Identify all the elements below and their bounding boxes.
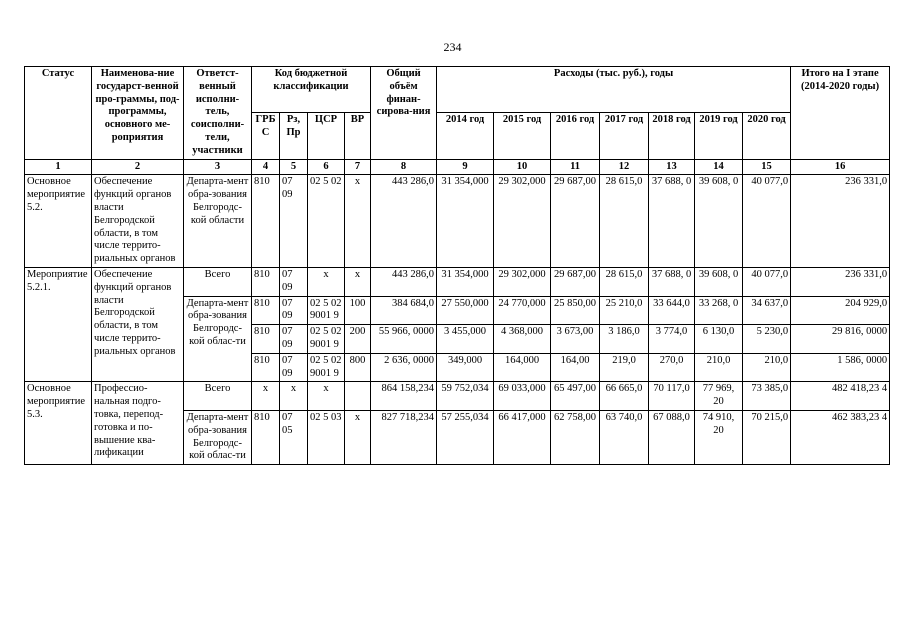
header-2015: 2015 год: [494, 113, 551, 159]
col-number: 4: [252, 159, 280, 175]
responsible-cell: Всего: [184, 382, 252, 411]
vr-cell: 800: [345, 353, 371, 382]
rzpr-cell: 07 09: [280, 175, 308, 268]
col-number: 6: [308, 159, 345, 175]
csr-cell: 02 5 03: [308, 410, 345, 464]
y2019-cell: 74 910, 20: [695, 410, 743, 464]
y2015-cell: 24 770,000: [494, 296, 551, 325]
name-cell: Обеспечение функций органов власти Белгородской области, в том числе террито-риальных органов: [92, 267, 184, 381]
y2016-cell: 29 687,00: [551, 175, 600, 268]
table-row: [25, 175, 890, 268]
status-cell: Основное мероприятие 5.2.: [25, 175, 92, 268]
y2017-cell: 219,0: [600, 353, 649, 382]
col-number: 3: [184, 159, 252, 175]
budget-table: [24, 66, 890, 465]
y2014-cell: 27 550,000: [437, 296, 494, 325]
name-cell: Профессио-нальная подго-товка, перепод-готовка и по-вышение ква-лификации: [92, 382, 184, 465]
y2020-cell: 210,0: [743, 353, 791, 382]
y2016-cell: 25 850,00: [551, 296, 600, 325]
total-cell: 55 966, 0000: [371, 325, 437, 354]
header-2017: 2017 год: [600, 113, 649, 159]
y2015-cell: 4 368,000: [494, 325, 551, 354]
y2018-cell: 3 774,0: [649, 325, 695, 354]
y2014-cell: 3 455,000: [437, 325, 494, 354]
header-total-volume: Общий объём финан-сирова-ния: [371, 67, 437, 160]
y2020-cell: 34 637,0: [743, 296, 791, 325]
y2014-cell: 349,000: [437, 353, 494, 382]
responsible-cell: Департа-мент обра-зования Белгородс-кой облас-ти: [184, 296, 252, 382]
header-2019: 2019 год: [695, 113, 743, 159]
total-cell: 864 158,234: [371, 382, 437, 411]
column-number-row: [25, 159, 890, 175]
stage-total-cell: 236 331,0: [791, 175, 890, 268]
col-number: 14: [695, 159, 743, 175]
y2015-cell: 29 302,000: [494, 267, 551, 296]
total-cell: 443 286,0: [371, 267, 437, 296]
csr-cell: x: [308, 382, 345, 411]
y2015-cell: 164,000: [494, 353, 551, 382]
header-grbs: ГРБ С: [252, 113, 280, 159]
y2018-cell: 67 088,0: [649, 410, 695, 464]
col-number: 9: [437, 159, 494, 175]
y2016-cell: 29 687,00: [551, 267, 600, 296]
y2018-cell: 270,0: [649, 353, 695, 382]
y2017-cell: 25 210,0: [600, 296, 649, 325]
name-cell: Обеспечение функций органов власти Белгородской области, в том числе террито-риальных органов: [92, 175, 184, 268]
y2020-cell: 40 077,0: [743, 267, 791, 296]
y2019-cell: 210,0: [695, 353, 743, 382]
y2018-cell: 70 117,0: [649, 382, 695, 411]
header-2018: 2018 год: [649, 113, 695, 159]
header-vr: ВР: [345, 113, 371, 159]
col-number: 5: [280, 159, 308, 175]
y2018-cell: 37 688, 0: [649, 175, 695, 268]
table-row: [25, 382, 890, 411]
grbs-cell: 810: [252, 410, 280, 464]
y2016-cell: 65 497,00: [551, 382, 600, 411]
stage-total-cell: 1 586, 0000: [791, 353, 890, 382]
col-number: 12: [600, 159, 649, 175]
y2014-cell: 59 752,034: [437, 382, 494, 411]
col-number: 2: [92, 159, 184, 175]
header-csr: ЦСР: [308, 113, 345, 159]
y2019-cell: 77 969, 20: [695, 382, 743, 411]
total-cell: 384 684,0: [371, 296, 437, 325]
vr-cell: 100: [345, 296, 371, 325]
csr-cell: 02 5 02 9001 9: [308, 353, 345, 382]
y2014-cell: 57 255,034: [437, 410, 494, 464]
col-number: 13: [649, 159, 695, 175]
grbs-cell: 810: [252, 267, 280, 296]
header-stage-total: Итого на I этапе (2014-2020 годы): [791, 67, 890, 160]
status-cell: Основное мероприятие 5.3.: [25, 382, 92, 465]
rzpr-cell: 07 09: [280, 325, 308, 354]
total-cell: 443 286,0: [371, 175, 437, 268]
header-expenses: Расходы (тыс. руб.), годы: [437, 67, 791, 113]
header-row: [25, 67, 890, 113]
y2017-cell: 28 615,0: [600, 267, 649, 296]
stage-total-cell: 482 418,23 4: [791, 382, 890, 411]
table-row: [25, 267, 890, 296]
csr-cell: 02 5 02: [308, 175, 345, 268]
y2020-cell: 70 215,0: [743, 410, 791, 464]
y2020-cell: 73 385,0: [743, 382, 791, 411]
rzpr-cell: 07 09: [280, 353, 308, 382]
y2019-cell: 33 268, 0: [695, 296, 743, 325]
responsible-cell: Департа-мент обра-зования Белгородс-кой области: [184, 175, 252, 268]
y2014-cell: 31 354,000: [437, 175, 494, 268]
grbs-cell: 810: [252, 325, 280, 354]
col-number: 7: [345, 159, 371, 175]
y2018-cell: 33 644,0: [649, 296, 695, 325]
stage-total-cell: 29 816, 0000: [791, 325, 890, 354]
y2019-cell: 6 130,0: [695, 325, 743, 354]
header-status: Статус: [25, 67, 92, 160]
header-responsible: Ответст-венный исполни-тель, соисполни-тели, участники: [184, 67, 252, 160]
responsible-cell: Всего: [184, 267, 252, 296]
y2020-cell: 5 230,0: [743, 325, 791, 354]
header-budget-code: Код бюджетной классификации: [252, 67, 371, 113]
y2017-cell: 63 740,0: [600, 410, 649, 464]
vr-cell: [345, 382, 371, 411]
grbs-cell: 810: [252, 175, 280, 268]
grbs-cell: x: [252, 382, 280, 411]
csr-cell: 02 5 02 9001 9: [308, 325, 345, 354]
vr-cell: x: [345, 410, 371, 464]
y2016-cell: 3 673,00: [551, 325, 600, 354]
total-cell: 827 718,234: [371, 410, 437, 464]
csr-cell: 02 5 02 9001 9: [308, 296, 345, 325]
vr-cell: x: [345, 267, 371, 296]
y2015-cell: 29 302,000: [494, 175, 551, 268]
grbs-cell: 810: [252, 353, 280, 382]
csr-cell: x: [308, 267, 345, 296]
col-number: 11: [551, 159, 600, 175]
col-number: 10: [494, 159, 551, 175]
y2019-cell: 39 608, 0: [695, 267, 743, 296]
y2016-cell: 164,00: [551, 353, 600, 382]
header-2016: 2016 год: [551, 113, 600, 159]
vr-cell: x: [345, 175, 371, 268]
page-number: 234: [443, 40, 462, 54]
status-cell: Мероприятие 5.2.1.: [25, 267, 92, 381]
y2017-cell: 28 615,0: [600, 175, 649, 268]
y2017-cell: 66 665,0: [600, 382, 649, 411]
responsible-cell: Департа-мент обра-зования Белгородс-кой облас-ти: [184, 410, 252, 464]
y2016-cell: 62 758,00: [551, 410, 600, 464]
y2017-cell: 3 186,0: [600, 325, 649, 354]
rzpr-cell: 07 09: [280, 296, 308, 325]
rzpr-cell: 07 05: [280, 410, 308, 464]
grbs-cell: 810: [252, 296, 280, 325]
stage-total-cell: 204 929,0: [791, 296, 890, 325]
header-2020: 2020 год: [743, 113, 791, 159]
col-number: 15: [743, 159, 791, 175]
stage-total-cell: 462 383,23 4: [791, 410, 890, 464]
y2014-cell: 31 354,000: [437, 267, 494, 296]
header-name: Наименова-ние государст-венной про-граммы, под-программы, основного ме-роприятия: [92, 67, 184, 160]
col-number: 16: [791, 159, 890, 175]
col-number: 8: [371, 159, 437, 175]
total-cell: 2 636, 0000: [371, 353, 437, 382]
header-2014: 2014 год: [437, 113, 494, 159]
vr-cell: 200: [345, 325, 371, 354]
y2020-cell: 40 077,0: [743, 175, 791, 268]
y2015-cell: 66 417,000: [494, 410, 551, 464]
rzpr-cell: 07 09: [280, 267, 308, 296]
y2018-cell: 37 688, 0: [649, 267, 695, 296]
rzpr-cell: x: [280, 382, 308, 411]
y2019-cell: 39 608, 0: [695, 175, 743, 268]
col-number: 1: [25, 159, 92, 175]
y2015-cell: 69 033,000: [494, 382, 551, 411]
stage-total-cell: 236 331,0: [791, 267, 890, 296]
header-rzpr: Рз, Пр: [280, 113, 308, 159]
